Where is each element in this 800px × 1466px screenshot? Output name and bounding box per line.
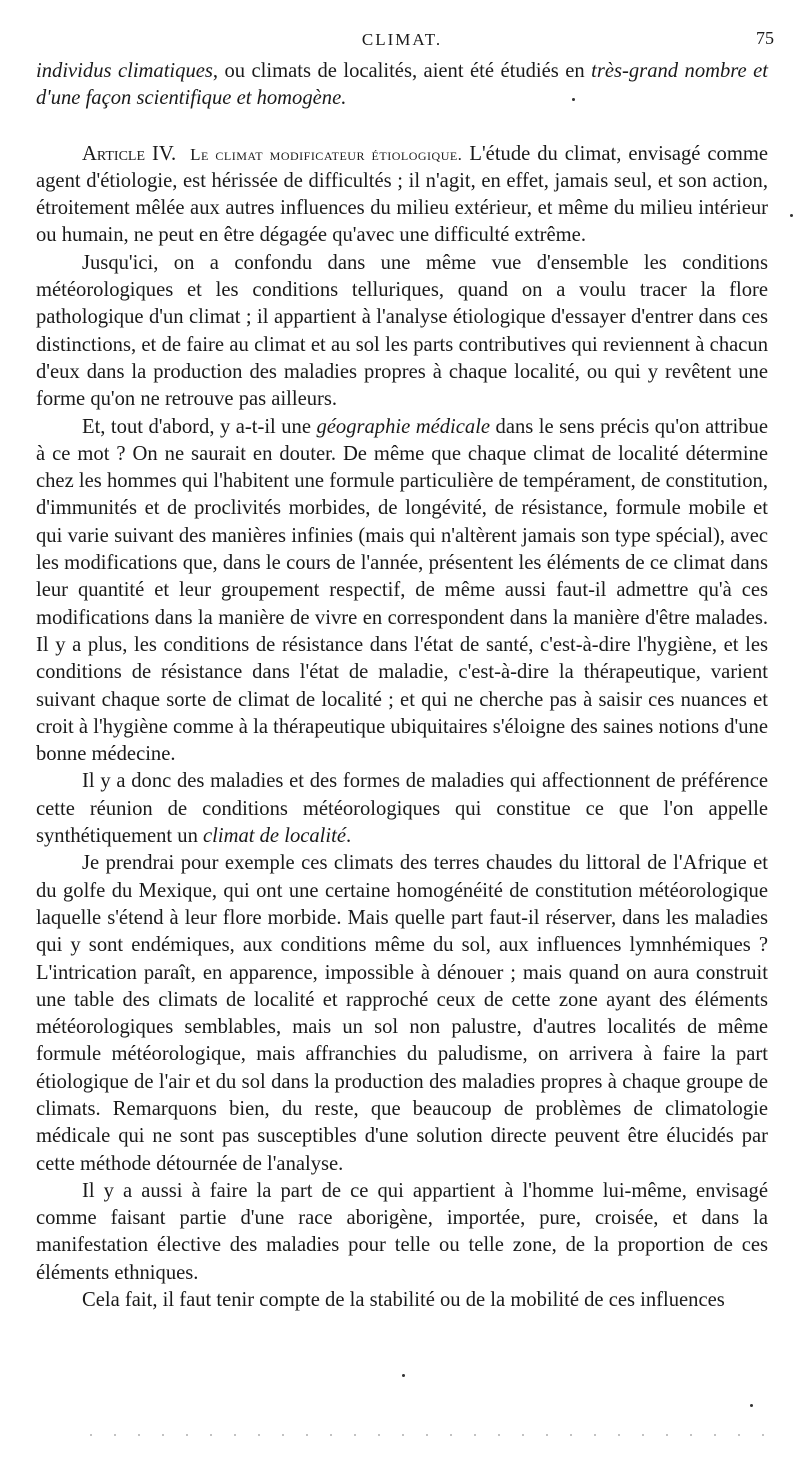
paragraph bbox=[36, 414, 768, 769]
speck-mark bbox=[790, 214, 793, 217]
paragraph: Je prendrai pour exemple ces climats des terres chaudes du littoral de l'Afrique et du golfe du Mexique, qui ont une certaine homogénéité de constitution météorologique laquelle s'étend à leur flore morbide. Mais quelle part faut-il réserver, dans les maladies qui y sont endémiques, aux conditions même du sol, aux influences lymnhémiques ? L'intrication paraît, en apparence, impossible à dénouer ; mais quand on aura construit une table des climats de localité et rapproché ceux de cette zone ayant des éléments météorologiques semblables, mais un sol non palustre, d'autres localités de même formule météorologique, mais affranchies du paludisme, on arrivera à faire la part étiologique de l'air et du sol dans la production des maladies propres à chaque groupe de climats. Remarquons bien, du reste, que beaucoup de problèmes de climatologie médicale qui ne sont pas susceptibles d'une solution directe peuvent être élucidés par cette méthode détournée de l'analyse. bbox=[36, 852, 768, 1175]
article-title: Le climat modificateur étiologique. bbox=[190, 144, 463, 164]
italic-phrase: climat de localité bbox=[203, 825, 346, 848]
text-run: , ou climats de localités, aient été étudiés en bbox=[212, 60, 592, 82]
text-run: dans le sens précis qu'on attribue à ce mot ? On ne saurait en douter. De même que chaque climat de localité détermine chez les hommes qui l'habitent une formule particulière de tempérament, de constitution, d'immunités et de proclivités morbides, de longévité, de résistance, formule mobile et qui varie suivant des manières infinies (mais qui n'altèrent jamais son type spécial), avec les modifications que, dans le cours de l'année, présentent les éléments de ce climat dans leur quantité et leur groupement respectif, de même aussi faut-il admettre qu'à ces modifications dans la manière de vivre en correspondent dans la manière d'être malades. Il y a plus, les conditions de résistance dans l'état de santé, c'est-à-dire l'hygiène, et les conditions de résistance dans l'état de maladie, c'est-à-dire la thérapeutique, varient suivant chaque sorte de climat de localité ; et qui ne cherche pas à saisir ces nuances et croit à l'hygiène comme à la thérapeutique ubiquitaires s'éloigne des saines notions d'une bonne médecine. bbox=[36, 415, 768, 766]
speck-mark bbox=[572, 98, 575, 101]
italic-phrase: très-grand nombre et d'une façon scientifique et homogène. bbox=[36, 60, 768, 110]
page-header bbox=[36, 0, 774, 49]
paragraph: Cela fait, il faut tenir compte de la stabilité ou de la mobilité de ces influences bbox=[82, 1289, 725, 1312]
text-run: L'étude du climat, envisagé comme agent d'étiologie, est hérissée de difficultés ; il n'agit, en effet, jamais seul, et son action, étroitement mêlée aux autres influences du milieu extérieur, et même du milieu intérieur ou humain, ne peut en être dégagée qu'avec une difficulté extrême. bbox=[36, 142, 768, 247]
paragraph bbox=[36, 768, 768, 850]
italic-phrase: géographie médicale bbox=[316, 415, 491, 438]
text-run: Il y a donc des maladies et des formes de maladies qui affectionnent de préférence cette réunion de conditions météorologiques qui constitue ce que l'on appelle synthétiquement un bbox=[36, 770, 768, 848]
book-page bbox=[36, 0, 774, 1314]
speck-mark bbox=[750, 1404, 753, 1407]
text-run: Et, tout d'abord, y a-t-il une bbox=[82, 415, 317, 438]
body-text bbox=[36, 58, 768, 1314]
page-number: 75 bbox=[756, 28, 774, 48]
italic-phrase: individus climatiques bbox=[36, 60, 213, 82]
paragraph: Jusqu'ici, on a confondu dans une même vue d'ensemble les conditions météorologiques et les conditions telluriques, quand on a voulu tracer la flore pathologique d'un climat ; il appartient à l'analyse étiologique d'essayer d'entrer dans ces distinctions, et de faire au climat et au sol les parts contributives qui reviennent à chacun d'eux dans la production des maladies propres à chaque localité, ou qui y revêtent une forme qu'on ne retrouve pas ailleurs. bbox=[36, 251, 768, 411]
bottom-scan-noise bbox=[90, 1434, 770, 1436]
paragraph-continuation bbox=[36, 58, 768, 113]
text-run: . bbox=[346, 825, 352, 848]
article-heading-paragraph bbox=[36, 141, 768, 250]
running-title: CLIMAT. bbox=[361, 30, 443, 49]
speck-mark bbox=[402, 1374, 405, 1377]
paragraph: Il y a aussi à faire la part de ce qui appartient à l'homme lui-même, envisagé comme faisant partie d'une race aborigène, importée, pure, croisée, et dans la manifestation élective des maladies pour telle ou telle zone, de la proportion de ces éléments ethniques. bbox=[36, 1179, 768, 1284]
article-number: Article IV. bbox=[82, 142, 177, 165]
